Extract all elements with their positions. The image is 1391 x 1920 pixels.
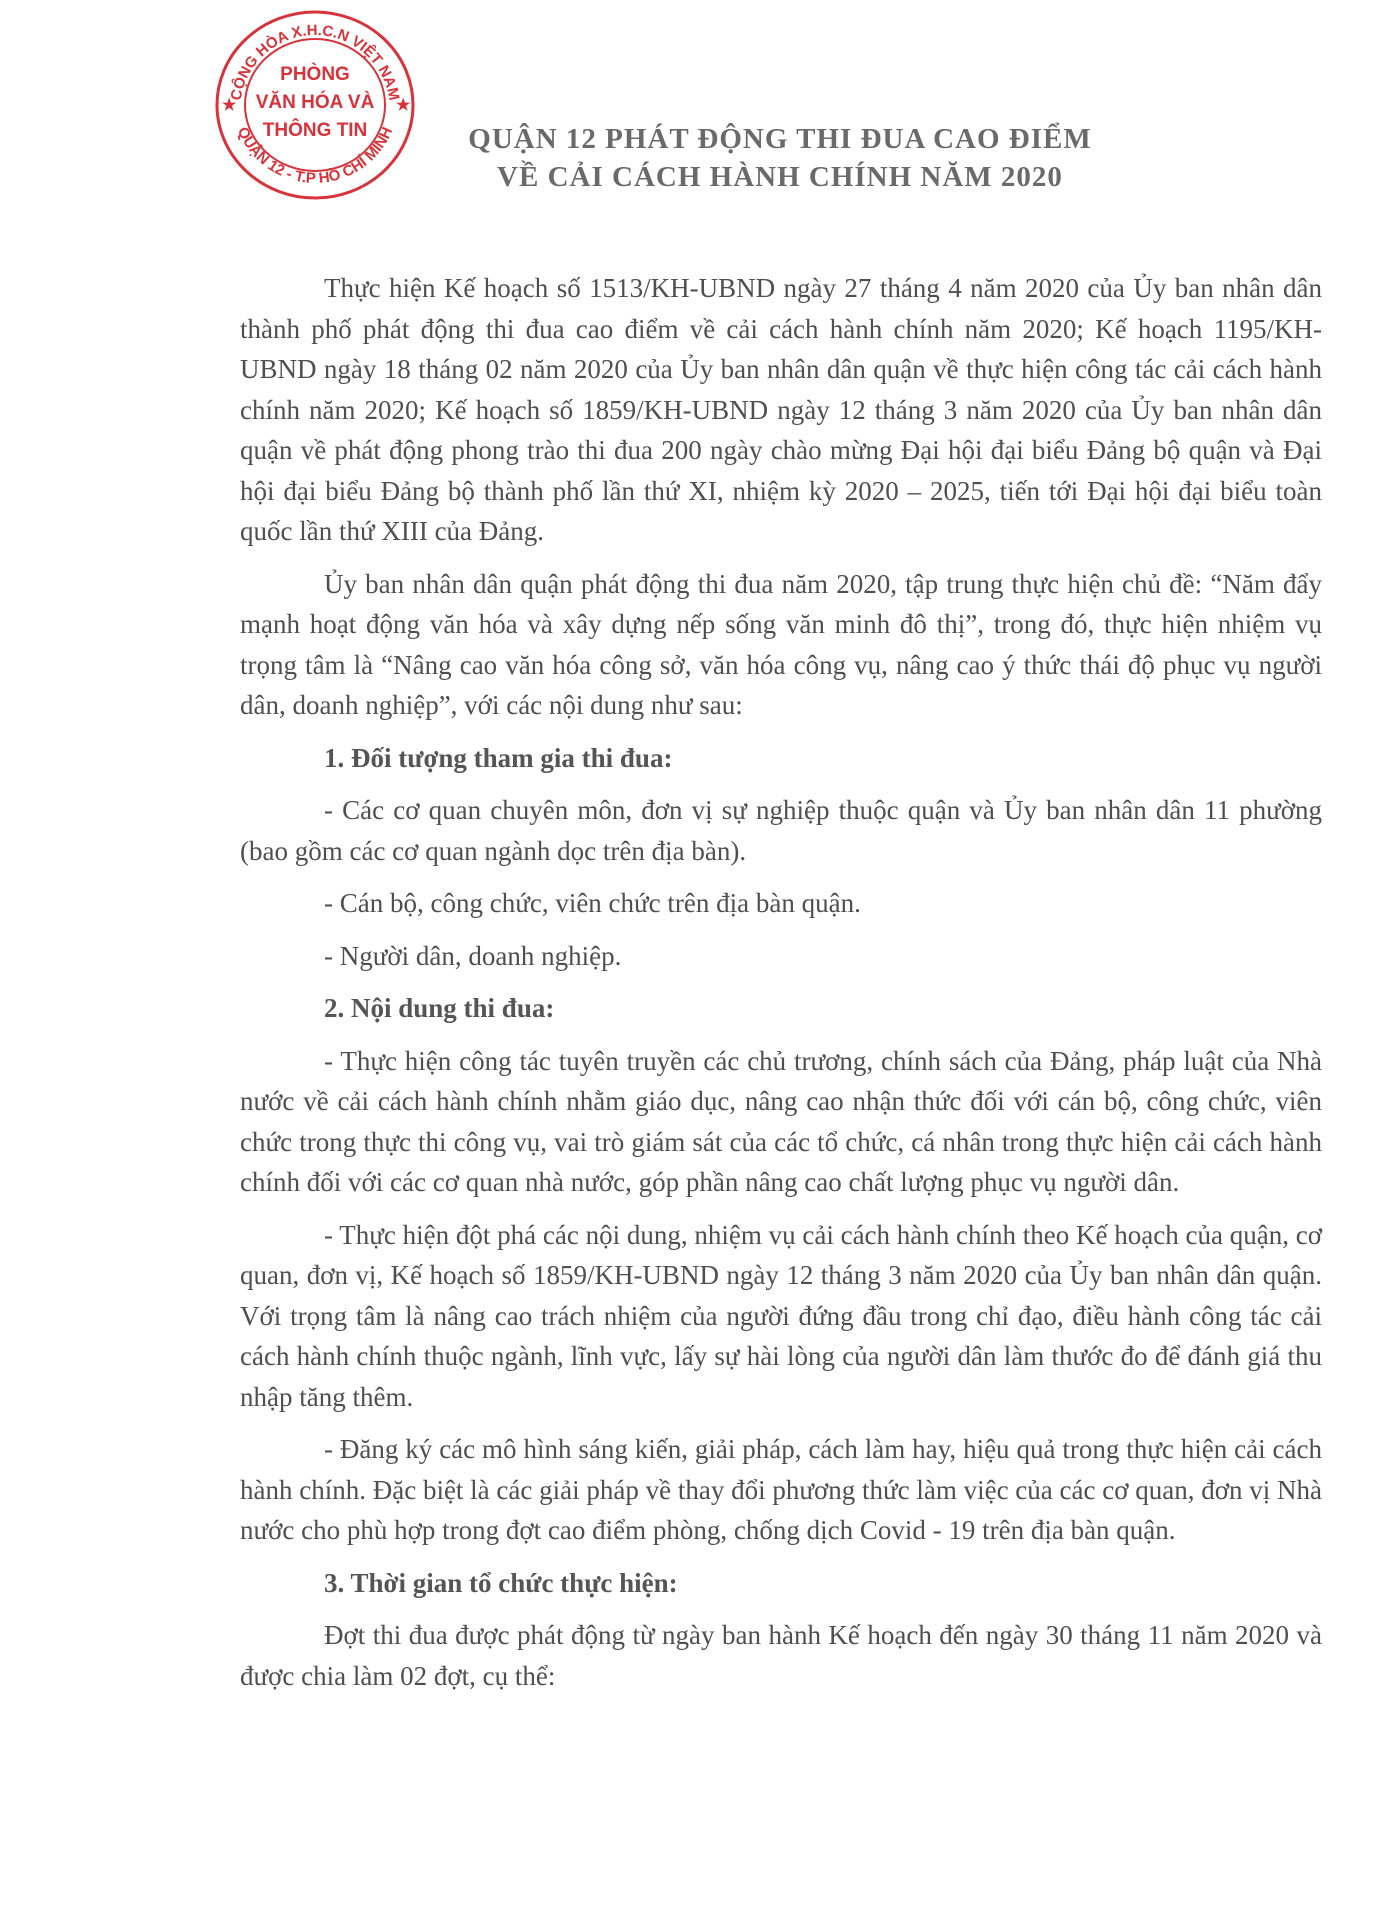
list-item: - Thực hiện công tác tuyên truyền các chủ trương, chính sách của Đảng, pháp luật của Nhà nước về cải cách hành chính nhằm giáo dục, nâng cao nhận thức đối với cán bộ, công chức, viên chức trong thực thi công vụ, vai trò giám sát của các tổ chức, cá nhân trong thực hiện cải cách hành chính đối với các cơ quan nhà nước, góp phần nâng cao chất lượng phục vụ người dân. [240,1045,1322,1197]
stamp-ring-top: CỘNG HÒA X.H.C.N VIỆT NAM [227,21,403,102]
stamp-ring-bottom: QUẬN 12 - T.P HỒ CHÍ MINH [233,124,397,188]
section-heading-participants: 1. Đối tượng tham gia thi đua: [324,742,673,773]
list-item: - Các cơ quan chuyên môn, đơn vị sự nghiệp thuộc quận và Ủy ban nhân dân 11 phường (bao gồm các cơ quan ngành dọc trên địa bàn). [240,795,1322,866]
section-heading-timeline: 3. Thời gian tổ chức thực hiện: [324,1567,678,1598]
svg-text:★: ★ [222,97,237,114]
document-title [370,120,1190,196]
list-item: - Cán bộ, công chức, viên chức trên địa bàn quận. [324,888,861,918]
section-heading-content: 2. Nội dung thi đua: [324,993,555,1023]
stamp-line-1: PHÒNG [280,64,350,85]
list-item: - Người dân, doanh nghiệp. [324,940,622,971]
list-item: - Đăng ký các mô hình sáng kiến, giải pháp, cách làm hay, hiệu quả trong thực hiện cải cách hành chính. Đặc biệt là các giải pháp về thay đổi phương thức làm việc của các cơ quan, đơn vị Nhà nước cho phù hợp trong đợt cao điểm phòng, chống dịch Covid - 19 trên địa bàn quận. [240,1434,1322,1545]
intro-paragraph: Thực hiện Kế hoạch số 1513/KH-UBND ngày 27 tháng 4 năm 2020 của Ủy ban nhân dân thành phố phát động thi đua cao điểm về cải cách hành chính năm 2020; Kế hoạch 1195/KH-UBND ngày 18 tháng 02 năm 2020 của Ủy ban nhân dân quận về thực hiện công tác cải cách hành chính năm 2020; Kế hoạch số 1859/KH-UBND ngày 12 tháng 3 năm 2020 của Ủy ban nhân dân quận về phát động phong trào thi đua 200 ngày chào mừng Đại hội đại biểu Đảng bộ quận và Đại hội đại biểu Đảng bộ thành phố lần thứ XI, nhiệm kỳ 2020 – 2025, tiến tới Đại hội đại biểu toàn quốc lần thứ XIII của Đảng. [240,273,1322,546]
svg-text:★: ★ [396,97,411,114]
document-body [240,268,1322,1708]
stamp-line-3: THÔNG TIN [262,120,368,141]
stamp-line-2: VĂN HÓA VÀ [255,92,375,113]
title-line-1: QUẬN 12 PHÁT ĐỘNG THI ĐUA CAO ĐIỂM [468,123,1092,155]
list-item: - Thực hiện đột phá các nội dung, nhiệm vụ cải cách hành chính theo Kế hoạch của quận, cơ quan, đơn vị, Kế hoạch số 1859/KH-UBND ngày 12 tháng 3 năm 2020 của Ủy ban nhân dân quận. Với trọng tâm là nâng cao trách nhiệm của người đứng đầu trong chỉ đạo, điều hành công tác cải cách hành chính thuộc ngành, lĩnh vực, lấy sự hài lòng của người dân làm thước đo để đánh giá thu nhập tăng thêm. [240,1219,1322,1412]
theme-paragraph: Ủy ban nhân dân quận phát động thi đua năm 2020, tập trung thực hiện chủ đề: “Năm đẩy mạnh hoạt động văn hóa và xây dựng nếp sống văn minh đô thị”, trong đó, thực hiện nhiệm vụ trọng tâm là “Nâng cao văn hóa công sở, văn hóa công vụ, nâng cao ý thức thái độ phục vụ người dân, doanh nghiệp”, với các nội dung như sau: [240,568,1322,720]
title-line-2: VỀ CẢI CÁCH HÀNH CHÍNH NĂM 2020 [497,161,1063,193]
list-item: Đợt thi đua được phát động từ ngày ban hành Kế hoạch đến ngày 30 tháng 11 năm 2020 và được chia làm 02 đợt, cụ thể: [240,1620,1322,1691]
